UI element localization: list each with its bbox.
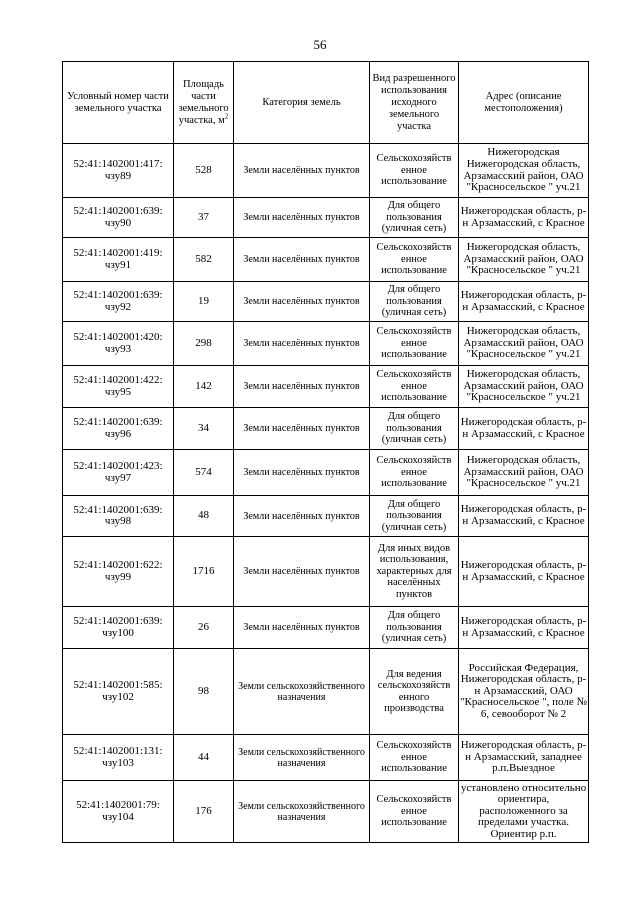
cell-category: Земли сельскохозяйственного назначения [234, 781, 370, 843]
cell-address: Нижегородская область, р-н Арзамасский, с Красное [459, 496, 589, 537]
cell-use: Для общего пользования (уличная сеть) [370, 496, 459, 537]
cell-use: Для ведения сельскохозяйств енного производства [370, 649, 459, 735]
cell-category: Земли населённых пунктов [234, 144, 370, 198]
table-row [63, 735, 589, 781]
cell-category: Земли населённых пунктов [234, 282, 370, 322]
cell-area: 48 [174, 496, 234, 537]
cell-category: Земли населённых пунктов [234, 198, 370, 238]
cell-category: Земли населённых пунктов [234, 408, 370, 450]
cell-address: Нижегородская область, р-н Арзамасский, с Красное [459, 408, 589, 450]
cell-number: 52:41:1402001:417: чзу89 [63, 144, 174, 198]
cell-address: Российская Федерация, Нижегородская область, р-н Арзамасский, ОАО "Красносельское ", поле № 6, севооборот № 2 [459, 649, 589, 735]
cell-number: 52:41:1402001:422: чзу95 [63, 366, 174, 408]
cell-number: 52:41:1402001:423: чзу97 [63, 450, 174, 496]
table-row [63, 282, 589, 322]
cell-category: Земли сельскохозяйственного назначения [234, 649, 370, 735]
cell-area: 19 [174, 282, 234, 322]
table-row [63, 781, 589, 843]
cell-address: Нижегородская область, р-н Арзамасский, с Красное [459, 282, 589, 322]
cell-number: 52:41:1402001:622: чзу99 [63, 537, 174, 607]
table-body [63, 144, 589, 843]
table-row [63, 322, 589, 366]
header-area-unit-sup: 2 [224, 112, 229, 120]
cell-address: Нижегородская область, р-н Арзамасский, с Красное [459, 198, 589, 238]
header-address: Адрес (описание местоположения) [459, 62, 589, 144]
cell-area: 26 [174, 607, 234, 649]
cell-area: 142 [174, 366, 234, 408]
cell-use: Для иных видов использования, характерных для населённых пунктов [370, 537, 459, 607]
header-number: Условный номер части земельного участка [63, 62, 174, 144]
cell-area: 298 [174, 322, 234, 366]
cell-address: Нижегородская область, Арзамасский район, ОАО "Красносельское " уч.21 [459, 366, 589, 408]
cell-area: 34 [174, 408, 234, 450]
table-row [63, 408, 589, 450]
cell-area: 574 [174, 450, 234, 496]
cell-area: 98 [174, 649, 234, 735]
cell-use: Сельскохозяйств енное использование [370, 735, 459, 781]
cell-use: Для общего пользования (уличная сеть) [370, 408, 459, 450]
cell-number: 52:41:1402001:419: чзу91 [63, 238, 174, 282]
header-area [174, 62, 234, 144]
cell-address: Нижегородская область, р-н Арзамасский, западнее р.п.Выездное [459, 735, 589, 781]
cell-use: Сельскохозяйств енное использование [370, 322, 459, 366]
cell-number: 52:41:1402001:639: чзу90 [63, 198, 174, 238]
cell-area: 528 [174, 144, 234, 198]
cell-use: Сельскохозяйств енное использование [370, 238, 459, 282]
cell-address: Нижегородская область, Арзамасский район, ОАО "Красносельское " уч.21 [459, 322, 589, 366]
cell-category: Земли населённых пунктов [234, 450, 370, 496]
cell-category: Земли населённых пунктов [234, 607, 370, 649]
cell-address: Нижегородская область, р-н Арзамасский, с Красное [459, 607, 589, 649]
cell-address: Нижегородская область, Арзамасский район, ОАО "Красносельское " уч.21 [459, 450, 589, 496]
cell-address: Нижегородская область, Арзамасский район, ОАО "Красносельское " уч.21 [459, 238, 589, 282]
cell-number: 52:41:1402001:639: чзу98 [63, 496, 174, 537]
table-header-row [63, 62, 589, 144]
cell-area: 1716 [174, 537, 234, 607]
cell-category: Земли сельскохозяйственного назначения [234, 735, 370, 781]
cell-address: Нижегородская Нижегородская область, Арзамасский район, ОАО "Красносельское " уч.21 [459, 144, 589, 198]
header-category: Категория земель [234, 62, 370, 144]
cell-number: 52:41:1402001:79: чзу104 [63, 781, 174, 843]
table-row [63, 607, 589, 649]
cell-category: Земли населённых пунктов [234, 366, 370, 408]
table-row [63, 144, 589, 198]
cell-use: Для общего пользования (уличная сеть) [370, 607, 459, 649]
header-area-label: Площадь части земельного участка, м [178, 78, 229, 126]
table-row [63, 496, 589, 537]
cell-category: Земли населённых пунктов [234, 238, 370, 282]
cell-use: Сельскохозяйств енное использование [370, 144, 459, 198]
table-row [63, 198, 589, 238]
cell-category: Земли населённых пунктов [234, 322, 370, 366]
page-number: 56 [313, 37, 327, 52]
table-row [63, 238, 589, 282]
cell-use: Для общего пользования (уличная сеть) [370, 198, 459, 238]
cell-number: 52:41:1402001:639: чзу96 [63, 408, 174, 450]
cell-number: 52:41:1402001:131: чзу103 [63, 735, 174, 781]
cell-area: 582 [174, 238, 234, 282]
table-row [63, 649, 589, 735]
cell-number: 52:41:1402001:420: чзу93 [63, 322, 174, 366]
cell-use: Сельскохозяйств енное использование [370, 781, 459, 843]
table-row [63, 450, 589, 496]
cell-category: Земли населённых пунктов [234, 537, 370, 607]
header-use: Вид разрешенного использования исходного земельного участка [370, 62, 459, 144]
cell-number: 52:41:1402001:639: чзу92 [63, 282, 174, 322]
land-plots-table [62, 61, 589, 843]
table-row [63, 537, 589, 607]
cell-number: 52:41:1402001:585: чзу102 [63, 649, 174, 735]
cell-area: 44 [174, 735, 234, 781]
cell-address: установлено относительно ориентира, расположенного за пределами участка. Ориентир р.п. [459, 781, 589, 843]
cell-area: 37 [174, 198, 234, 238]
cell-number: 52:41:1402001:639: чзу100 [63, 607, 174, 649]
cell-address: Нижегородская область, р-н Арзамасский, с Красное [459, 537, 589, 607]
cell-use: Для общего пользования (уличная сеть) [370, 282, 459, 322]
cell-use: Сельскохозяйств енное использование [370, 366, 459, 408]
table-row [63, 366, 589, 408]
cell-use: Сельскохозяйств енное использование [370, 450, 459, 496]
cell-category: Земли населённых пунктов [234, 496, 370, 537]
cell-area: 176 [174, 781, 234, 843]
